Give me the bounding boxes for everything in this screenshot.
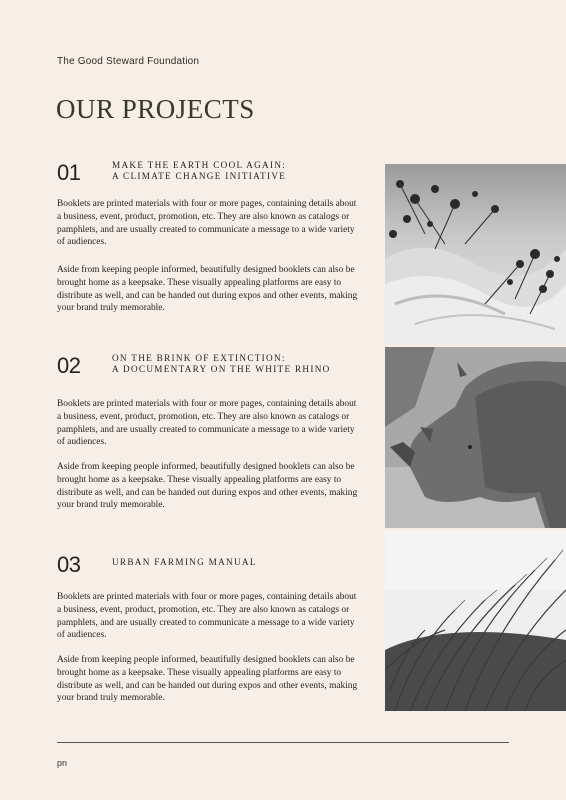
footer-mark: pn xyxy=(57,758,68,768)
project-title-line: URBAN FARMING MANUAL xyxy=(112,557,257,567)
project-paragraph: Aside from keeping people informed, beautifully designed booklets can also be brought home as a keepsake. These visually appealing platforms are easy to distribute as well, and can be handed out during expos and other events, making your brand truly memorable. xyxy=(57,655,358,704)
project-title-line: A DOCUMENTARY ON THE WHITE RHINO xyxy=(112,364,331,374)
project-title-line: ON THE BRINK OF EXTINCTION: xyxy=(112,353,286,363)
project-number: 02 xyxy=(57,353,81,378)
project-title xyxy=(112,160,286,182)
grass-photo xyxy=(385,530,566,711)
footer-divider xyxy=(57,742,509,743)
project-paragraph: Booklets are printed materials with four or more pages, containing details about a business, event, product, promotion, etc. They are also known as catalogs or pamphlets, and are usually created to communicate a message to a wide variety of audiences. xyxy=(57,399,357,448)
project-number: 01 xyxy=(57,160,81,185)
dried-flowers-photo xyxy=(385,164,566,345)
organization-name: The Good Steward Foundation xyxy=(57,56,200,67)
project-title-line: MAKE THE EARTH COOL AGAIN: xyxy=(112,160,287,170)
project-paragraph: Booklets are printed materials with four or more pages, containing details about a business, event, product, promotion, etc. They are also known as catalogs or pamphlets, and are usually created to communicate a message to a wide variety of audiences. xyxy=(57,592,357,641)
project-title-line: A CLIMATE CHANGE INITIATIVE xyxy=(112,171,287,181)
project-number: 03 xyxy=(57,552,81,577)
project-paragraph: Booklets are printed materials with four or more pages, containing details about a business, event, product, promotion, etc. They are also known as catalogs or pamphlets, and are usually created to communicate a message to a wide variety of audiences. xyxy=(57,199,357,248)
rhino-photo xyxy=(385,347,566,528)
project-title xyxy=(112,557,257,568)
project-paragraph: Aside from keeping people informed, beautifully designed booklets can also be brought home as a keepsake. These visually appealing platforms are easy to distribute as well, and can be handed out during expos and other events, making your brand truly memorable. xyxy=(57,265,358,314)
project-title xyxy=(112,353,331,375)
page-title: OUR PROJECTS xyxy=(56,94,255,124)
project-paragraph: Aside from keeping people informed, beautifully designed booklets can also be brought home as a keepsake. These visually appealing platforms are easy to distribute as well, and can be handed out during expos and other events, making your brand truly memorable. xyxy=(57,462,358,511)
